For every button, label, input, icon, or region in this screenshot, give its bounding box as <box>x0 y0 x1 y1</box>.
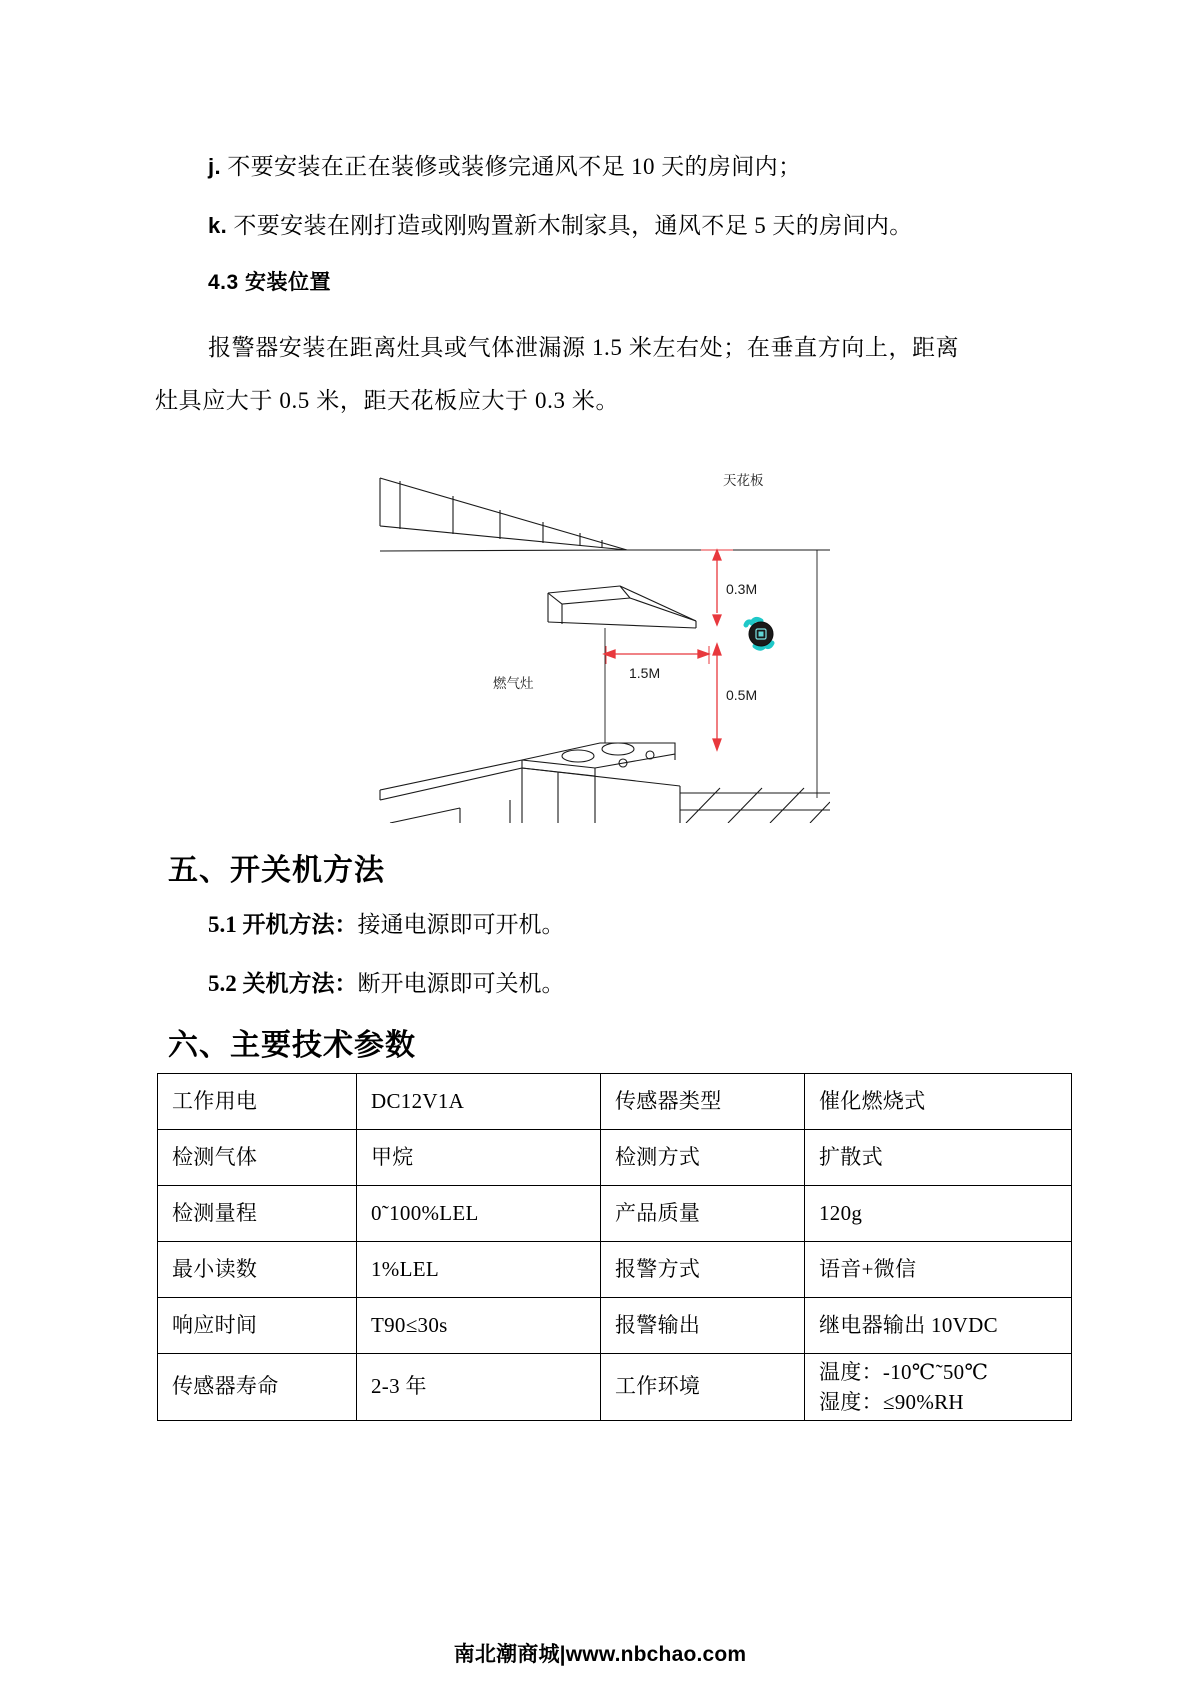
table-row <box>158 1186 1072 1242</box>
environment-temperature: 温度：-10℃˜50℃ <box>819 1359 989 1384</box>
table-cell-value: 继电器输出 10VDC <box>805 1298 1072 1354</box>
subsection-5-2-text: 断开电源即可关机。 <box>357 971 565 996</box>
table-cell-key: 传感器寿命 <box>158 1354 357 1421</box>
list-item-marker: k. <box>208 213 228 238</box>
subsection-5-2-label: 5.2 关机方法： <box>208 971 358 996</box>
table-cell-key: 检测气体 <box>158 1130 357 1186</box>
table-cell-key: 响应时间 <box>158 1298 357 1354</box>
page-footer: 南北潮商城|www.nbchao.com <box>453 1643 747 1666</box>
table-cell-key: 传感器类型 <box>601 1074 805 1130</box>
spec-table <box>157 1073 1072 1421</box>
heading-4-3: 4.3 安装位置 <box>208 271 332 294</box>
table-cell-value: 催化燃烧式 <box>805 1074 1072 1130</box>
paragraph-install-position-line1: 报警器安装在距离灶具或气体泄漏源 1.5 米左右处；在垂直方向上，距离 <box>208 335 960 360</box>
installation-diagram <box>330 438 830 823</box>
table-cell-value: T90≤30s <box>357 1298 601 1354</box>
gas-detector-icon <box>746 619 773 648</box>
table-cell-key: 检测方式 <box>601 1130 805 1186</box>
table-row <box>158 1242 1072 1298</box>
diagram-dim-bottom: 0.5M <box>726 687 758 703</box>
table-cell-key: 报警输出 <box>601 1298 805 1354</box>
list-item-text: 不要安装在正在装修或装修完通风不足 10 天的房间内； <box>227 154 802 179</box>
heading-section-5: 五、开关机方法 <box>168 854 385 887</box>
table-cell-key: 最小读数 <box>158 1242 357 1298</box>
table-cell-value: DC12V1A <box>357 1074 601 1130</box>
environment-humidity: 湿度：≤90%RH <box>819 1390 964 1414</box>
table-cell-value: 2-3 年 <box>357 1354 601 1421</box>
table-cell-key: 报警方式 <box>601 1242 805 1298</box>
list-item <box>208 209 913 243</box>
subsection-5-2 <box>208 965 565 998</box>
diagram-dim-horizontal: 1.5M <box>629 665 661 681</box>
table-cell-key: 检测量程 <box>158 1186 357 1242</box>
list-item-marker: j. <box>208 154 222 179</box>
table-cell-value: 120g <box>805 1186 1072 1242</box>
diagram-label-stove: 燃气灶 <box>493 676 534 691</box>
table-cell-value: 语音+微信 <box>805 1242 1072 1298</box>
table-row <box>158 1130 1072 1186</box>
table-cell-value: 1%LEL <box>357 1242 601 1298</box>
list-item-text: 不要安装在刚打造或刚购置新木制家具，通风不足 5 天的房间内。 <box>233 213 913 238</box>
table-cell-value: 0˜100%LEL <box>357 1186 601 1242</box>
paragraph-install-position-line2: 灶具应大于 0.5 米，距天花板应大于 0.3 米。 <box>155 388 620 413</box>
table-row <box>158 1298 1072 1354</box>
table-cell-value: 甲烷 <box>357 1130 601 1186</box>
table-cell-key: 工作环境 <box>601 1354 805 1421</box>
subsection-5-1-label: 5.1 开机方法： <box>208 912 358 937</box>
table-row <box>158 1074 1072 1130</box>
heading-section-6: 六、主要技术参数 <box>168 1029 416 1062</box>
table-cell-value-environment <box>805 1354 1072 1421</box>
list-item <box>208 150 802 184</box>
table-cell-key: 工作用电 <box>158 1074 357 1130</box>
table-cell-key: 产品质量 <box>601 1186 805 1242</box>
subsection-5-1 <box>208 906 565 939</box>
diagram-label-ceiling: 天花板 <box>723 473 764 488</box>
subsection-5-1-text: 接通电源即可开机。 <box>357 912 565 937</box>
table-row <box>158 1354 1072 1421</box>
diagram-dim-top: 0.3M <box>726 581 758 597</box>
table-cell-value: 扩散式 <box>805 1130 1072 1186</box>
